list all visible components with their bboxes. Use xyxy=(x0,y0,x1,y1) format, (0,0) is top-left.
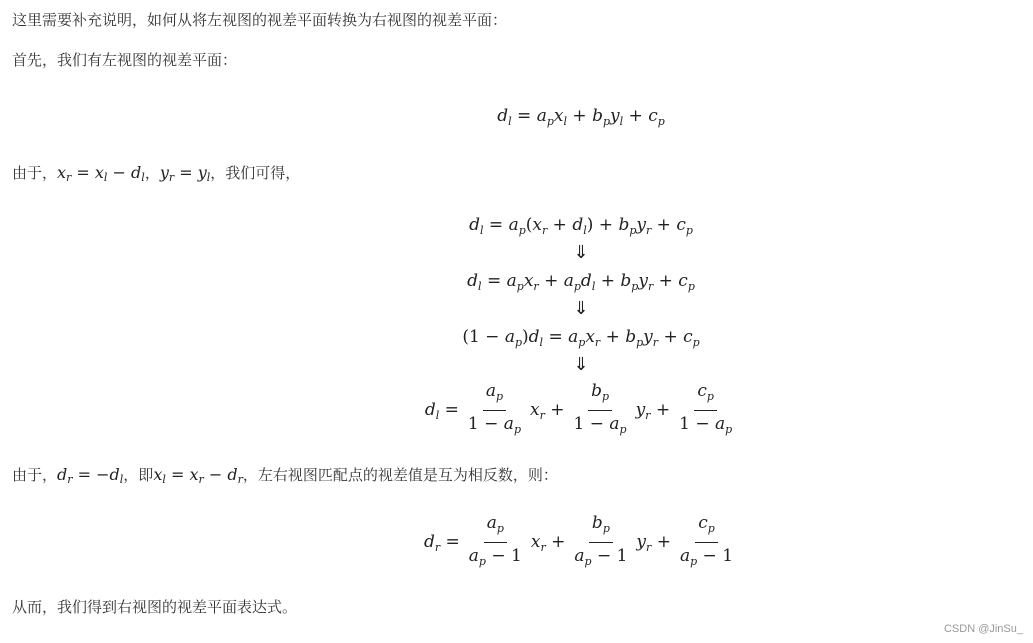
intro-text: 这里需要补充说明，如何从将左视图的视差平面转换为右视图的视差平面： xyxy=(12,11,508,29)
fraction: $\frac{a_p}{1 - a_p}$ xyxy=(467,381,521,436)
opposite-disparity-text xyxy=(12,465,558,490)
derivation-step-4: $d_l$ = $\frac{a_p}{1 - a_p}$ $x_r$ + $\frac{b_p}{1 - a_p}$ $y_r$ + $\frac{c_p}{1 - a_p}$ xyxy=(0,380,1033,441)
fraction: $\frac{b_p}{1 - a_p}$ xyxy=(573,381,627,436)
equation-left-plane: $d_l = a_px_l + b_py_l + c_p$ xyxy=(497,106,665,128)
inline-math-xl: $x_l = x_r - d_r$ xyxy=(153,465,243,486)
conclusion-text: 从而，我们得到右视图的视差平面表达式。 xyxy=(12,598,298,616)
fraction: $\frac{b_p}{a_p - 1}$ xyxy=(574,513,628,568)
equation-right-plane: $d_r$ = $\frac{a_p}{a_p - 1}$ $x_r$ + $\frac{b_p}{a_p - 1}$ $y_r$ + $\frac{c_p}{a_p - 1}$ xyxy=(0,512,1033,573)
fraction: $\frac{c_p}{1 - a_p}$ xyxy=(679,381,733,436)
substitution-text: 由于，$x_r = x_l - d_l$，$y_r = y_l$，我们可得， xyxy=(12,163,301,184)
fraction: $\frac{a_p}{a_p - 1}$ xyxy=(468,513,522,568)
inline-math-yr: $y_r = y_l$ xyxy=(159,163,211,184)
substitution-prefix: 由于， xyxy=(12,164,58,182)
opposite-suffix: ，左右视图匹配点的视差值是互为相反数，则： xyxy=(242,466,558,484)
derivation-step-2: $d_l = a_px_r + a_pd_l + b_py_r + c_p$ xyxy=(467,271,695,293)
derivation-step-3: $(1 - a_p)d_l = a_px_r + b_py_r + c_p$ xyxy=(462,327,700,349)
down-arrow-icon: ⇓ xyxy=(573,242,589,263)
opposite-prefix: 由于， xyxy=(12,466,58,484)
substitution-suffix: ，我们可得， xyxy=(210,164,301,182)
down-arrow-icon: ⇓ xyxy=(573,354,589,375)
left-plane-intro-text: 首先，我们有左视图的视差平面： xyxy=(12,51,238,69)
opposite-mid: ，即 xyxy=(123,466,154,484)
inline-math-xr: $x_r = x_l - d_l$ xyxy=(57,163,145,184)
csdn-watermark: CSDN @JinSu_ xyxy=(943,623,1023,635)
derivation-step-1: $d_l = a_p(x_r + d_l) + b_py_r + c_p$ xyxy=(469,215,693,237)
fraction: $\frac{c_p}{a_p - 1}$ xyxy=(679,513,734,568)
inline-math-dr: $d_r = -d_l$ xyxy=(57,465,124,486)
down-arrow-icon: ⇓ xyxy=(573,298,589,319)
